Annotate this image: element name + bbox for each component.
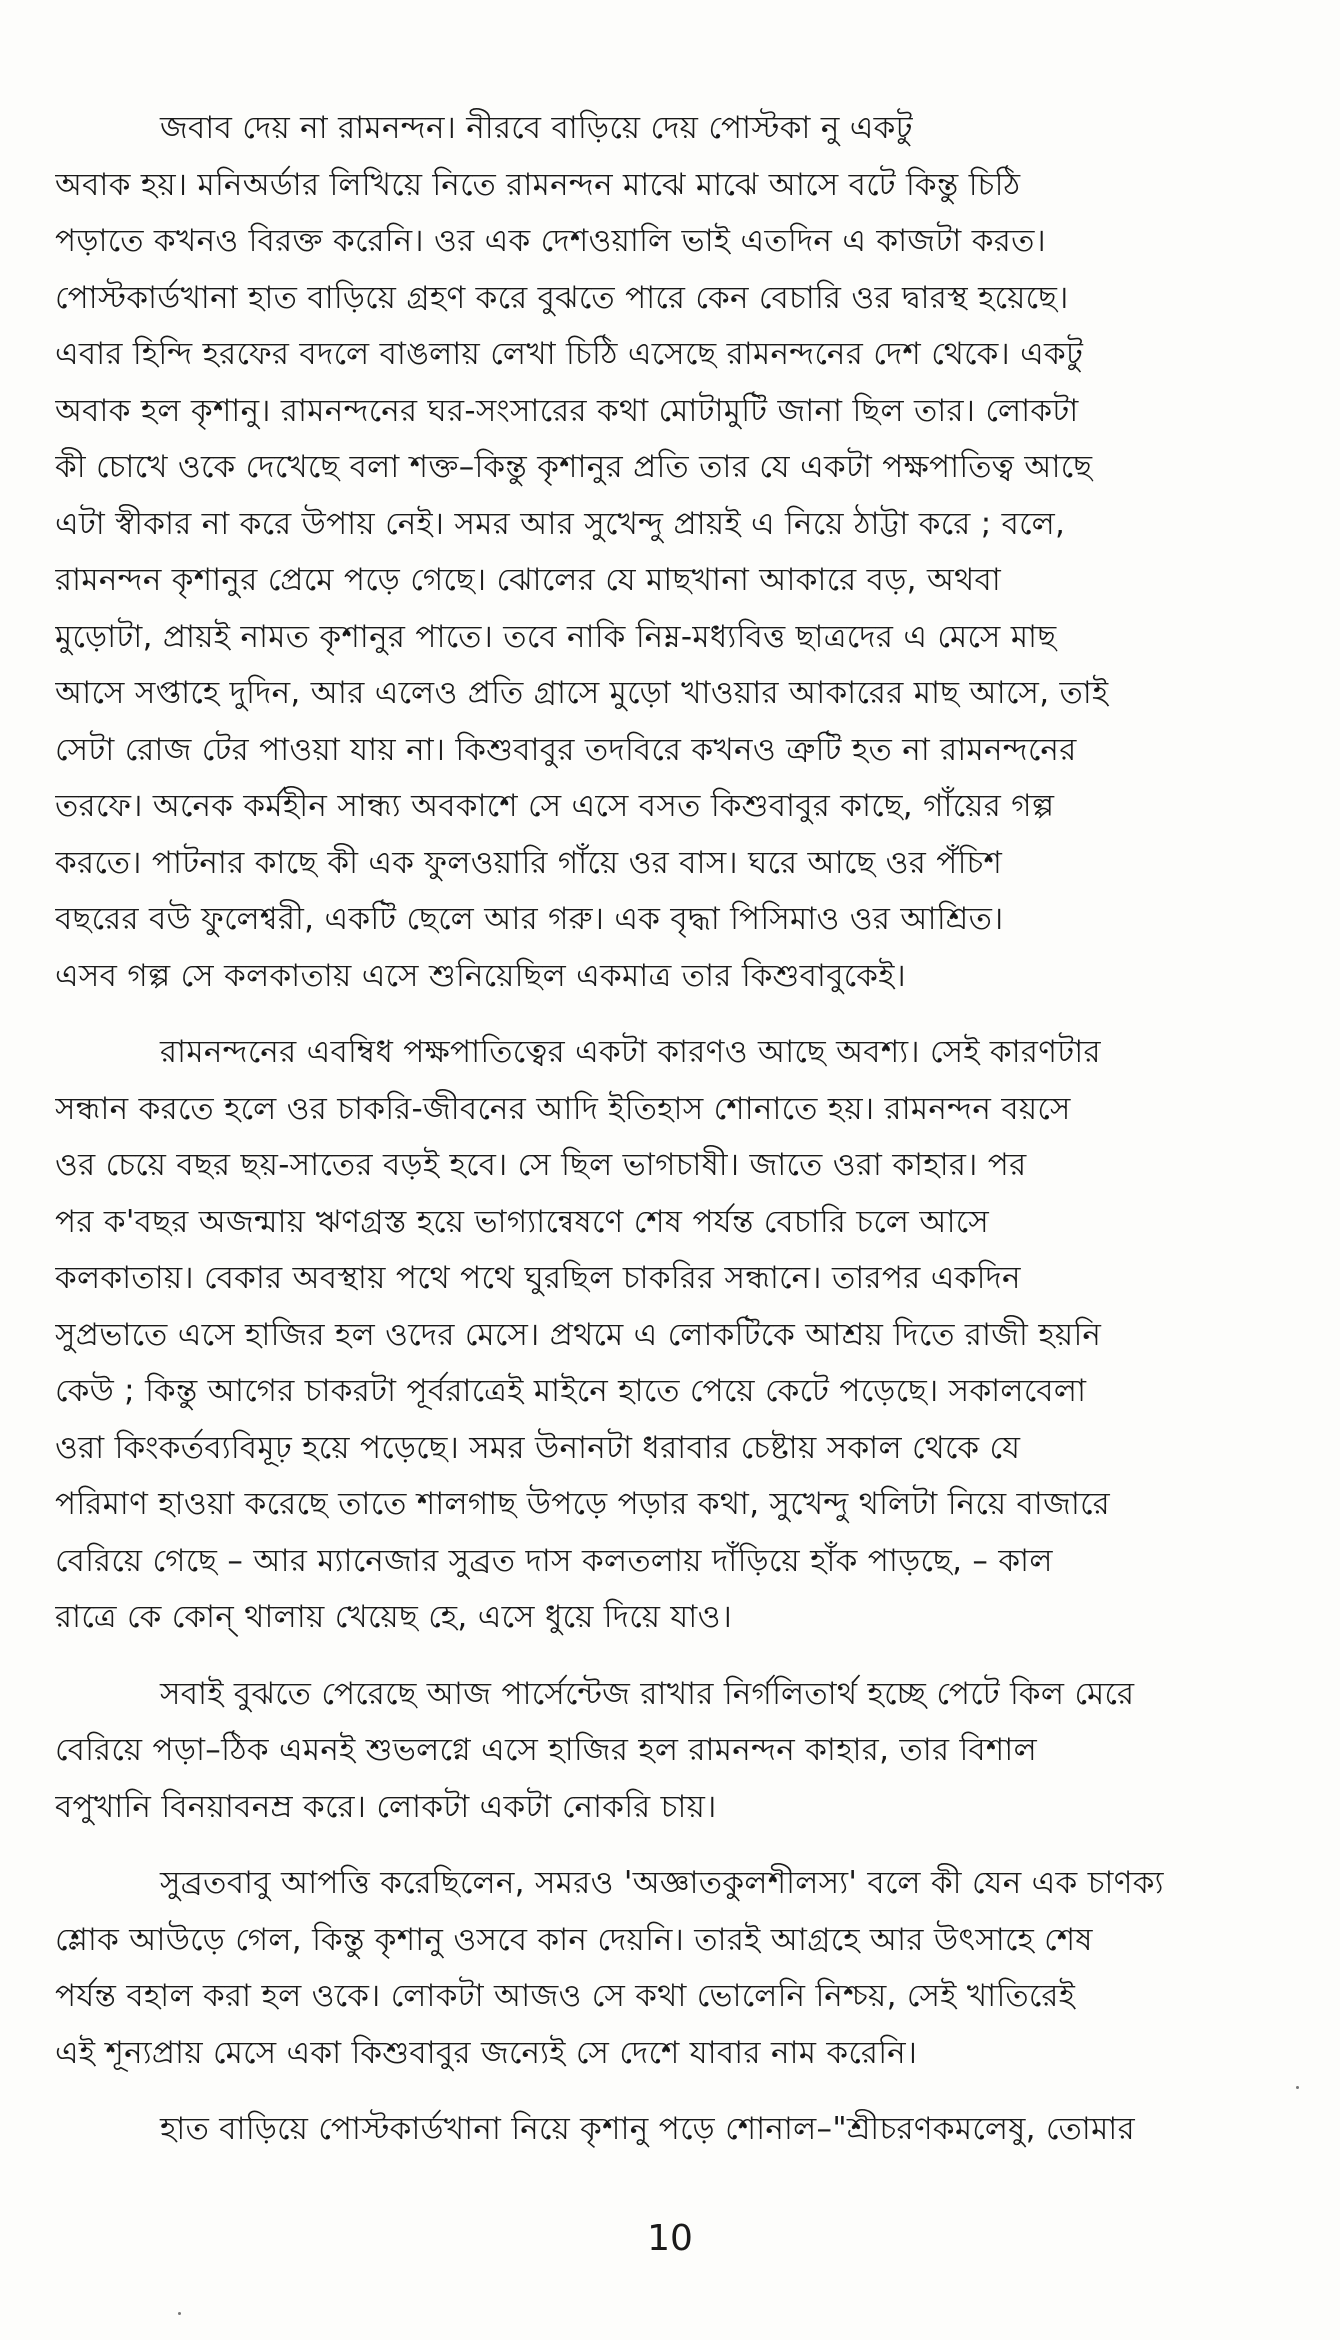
text-line: পর্যন্ত বহাল করা হল ওকে। লোকটা আজও সে কথা ভোলেনি নিশ্চয়, সেই খাতিরেই bbox=[55, 1978, 1076, 2014]
text-line: কী চোখে ওকে দেখেছে বলা শক্ত–কিন্তু কৃশানুর প্রতি তার যে একটা পক্ষপাতিত্ব আছে bbox=[55, 449, 1093, 485]
paragraph bbox=[55, 100, 1295, 1004]
text-line: এসব গল্প সে কলকাতায় এসে শুনিয়েছিল একমাত্র তার কিশুবাবুকেই। bbox=[55, 957, 907, 994]
text-line: ওর চেয়ে বছর ছয়-সাতের বড়ই হবে। সে ছিল ভাগচাষী। জাতে ওরা কাহার। পর bbox=[55, 1147, 1027, 1183]
text-line: হাত বাড়িয়ে পোস্টকার্ডখানা নিয়ে কৃশানু পড়ে শোনাল–"শ্রীচরণকমলেষু, তোমার bbox=[160, 2111, 1135, 2147]
paragraph bbox=[55, 1855, 1295, 2081]
paragraph bbox=[55, 1024, 1295, 1646]
text-line: করতে। পাটনার কাছে কী এক ফুলওয়ারি গাঁয়ে ওর বাস। ঘরে আছে ওর পঁচিশ bbox=[55, 844, 1003, 881]
text-line: অবাক হল কৃশানু। রামনন্দনের ঘর-সংসারের কথা মোটামুটি জানা ছিল তার। লোকটা bbox=[55, 392, 1079, 429]
body-text bbox=[55, 100, 1295, 2158]
text-line: এবার হিন্দি হরফের বদলে বাঙলায় লেখা চিঠি এসেছে রামনন্দনের দেশ থেকে। একটু bbox=[55, 336, 1084, 372]
text-line: পড়াতে কখনও বিরক্ত করেনি। ওর এক দেশওয়ালি ভাই এতদিন এ কাজটা করত। bbox=[55, 223, 1047, 259]
text-line: বছরের বউ ফুলেশ্বরী, একটি ছেলে আর গরু। এক বৃদ্ধা পিসিমাও ওর আশ্রিত। bbox=[55, 901, 1004, 937]
text-line: এই শূন্যপ্রায় মেসে একা কিশুবাবুর জন্যেই সে দেশে যাবার নাম করেনি। bbox=[55, 2034, 918, 2071]
text-line: সন্ধান করতে হলে ওর চাকরি-জীবনের আদি ইতিহাস শোনাতে হয়। রামনন্দন বয়সে bbox=[55, 1090, 1071, 1127]
scan-speck bbox=[178, 2312, 181, 2315]
text-line: বপুখানি বিনয়াবনম্র করে। লোকটা একটা নোকরি চায়। bbox=[55, 1788, 717, 1825]
text-line: সুব্রতবাবু আপত্তি করেছিলেন, সমরও 'অজ্ঞাতকুলশীলস্য' বলে কী যেন এক চাণক্য bbox=[160, 1865, 1164, 1901]
text-line: এটা স্বীকার না করে উপায় নেই। সমর আর সুখেন্দু প্রায়ই এ নিয়ে ঠাট্টা করে ; বলে, bbox=[55, 505, 1066, 542]
text-line: রামনন্দন কৃশানুর প্রেমে পড়ে গেছে। ঝোলের যে মাছখানা আকারে বড়, অথবা bbox=[55, 562, 1002, 598]
page-number: 10 bbox=[647, 2218, 693, 2259]
text-line: কেউ ; কিন্তু আগের চাকরটা পূর্বরাত্রেই মাইনে হাতে পেয়ে কেটে পড়েছে। সকালবেলা bbox=[55, 1373, 1087, 1409]
text-line: পর ক'বছর অজন্মায় ঋণগ্রস্ত হয়ে ভাগ্যান্বেষণে শেষ পর্যন্ত বেচারি চলে আসে bbox=[55, 1203, 990, 1240]
text-line: বেরিয়ে গেছে – আর ম্যানেজার সুব্রত দাস কলতলায় দাঁড়িয়ে হাঁক পাড়ছে, – কাল bbox=[55, 1542, 1053, 1579]
text-line: বেরিয়ে পড়া–ঠিক এমনই শুভলগ্নে এসে হাজির হল রামনন্দন কাহার, তার বিশাল bbox=[55, 1732, 1037, 1768]
text-line: পরিমাণ হাওয়া করেছে তাতে শালগাছ উপড়ে পড়ার কথা, সুখেন্দু থলিটা নিয়ে বাজারে bbox=[55, 1486, 1110, 1522]
text-line: অবাক হয়। মনিঅর্ডার লিখিয়ে নিতে রামনন্দন মাঝে মাঝে আসে বটে কিন্তু চিঠি bbox=[55, 166, 1021, 203]
text-line: আসে সপ্তাহে দুদিন, আর এলেও প্রতি গ্রাসে মুড়ো খাওয়ার আকারের মাছ আসে, তাই bbox=[55, 675, 1109, 711]
text-line: সুপ্রভাতে এসে হাজির হল ওদের মেসে। প্রথমে এ লোকটিকে আশ্রয় দিতে রাজী হয়নি bbox=[55, 1316, 1102, 1353]
paragraph bbox=[55, 1666, 1295, 1836]
text-line: সেটা রোজ টের পাওয়া যায় না। কিশুবাবুর তদবিরে কখনও ত্রুটি হত না রামনন্দনের bbox=[55, 731, 1077, 768]
text-line: মুড়োটা, প্রায়ই নামত কৃশানুর পাতে। তবে নাকি নিম্ন-মধ্যবিত্ত ছাত্রদের এ মেসে মাছ bbox=[55, 618, 1057, 655]
paragraph bbox=[55, 2101, 1295, 2158]
text-line: কলকাতায়। বেকার অবস্থায় পথে পথে ঘুরছিল চাকরির সন্ধানে। তারপর একদিন bbox=[55, 1260, 1021, 1296]
text-line: শ্লোক আউড়ে গেল, কিন্তু কৃশানু ওসবে কান দেয়নি। তারই আগ্রহে আর উৎসাহে শেষ bbox=[55, 1921, 1093, 1958]
text-line: তরফে। অনেক কর্মহীন সান্ধ্য অবকাশে সে এসে বসত কিশুবাবুর কাছে, গাঁয়ের গল্প bbox=[55, 788, 1055, 824]
text-line: রামনন্দনের এবম্বিধ পক্ষপাতিত্বের একটা কারণও আছে অবশ্য। সেই কারণটার bbox=[160, 1034, 1101, 1070]
text-line: পোস্টকার্ডখানা হাত বাড়িয়ে গ্রহণ করে বুঝতে পারে কেন বেচারি ওর দ্বারস্থ হয়েছে। bbox=[55, 279, 1069, 316]
text-line: জবাব দেয় না রামনন্দন। নীরবে বাড়িয়ে দেয় পোস্টকা নু একটু bbox=[160, 110, 913, 146]
text-line: রাত্রে কে কোন্ থালায় খেয়েছ হে, এসে ধুয়ে দিয়ে যাও। bbox=[55, 1599, 733, 1635]
scan-speck bbox=[1296, 2086, 1299, 2089]
text-line: ওরা কিংকর্তব্যবিমূঢ় হয়ে পড়েছে। সমর উনানটা ধরাবার চেষ্টায় সকাল থেকে যে bbox=[55, 1429, 1021, 1466]
text-line: সবাই বুঝতে পেরেছে আজ পার্সেন্টেজ রাখার নির্গলিতার্থ হচ্ছে পেটে কিল মেরে bbox=[160, 1675, 1135, 1712]
